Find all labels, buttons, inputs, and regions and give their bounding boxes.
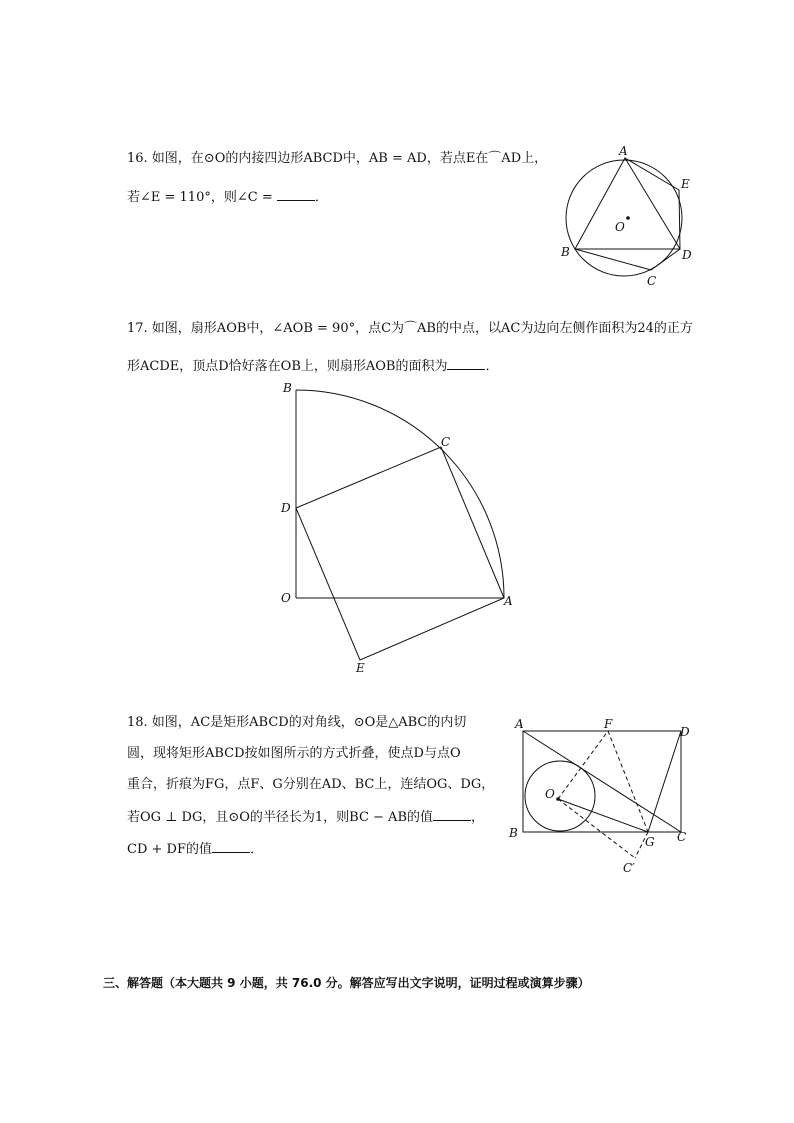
q18-diagonal-ac bbox=[523, 731, 681, 832]
q18-line-4-text: 若OG ⊥ DG，且⊙O的半径长为1，则BC − AB的值 bbox=[127, 810, 434, 825]
q17-figure bbox=[275, 378, 525, 678]
q18-line-4-end: ， bbox=[471, 810, 485, 825]
q18-line-2: 圆，现将矩形ABCD按如图所示的方式折叠，使点D与点O bbox=[127, 746, 461, 761]
q18-fold-fg bbox=[608, 731, 648, 832]
q18-label-b: B bbox=[509, 826, 518, 840]
q17-line-2-end: ． bbox=[485, 359, 499, 374]
q18-label-g: G bbox=[645, 835, 655, 849]
q16-circle bbox=[566, 160, 682, 276]
q18-label-f: F bbox=[604, 717, 613, 731]
q18-line-og bbox=[558, 799, 648, 832]
q17-line-2-text: 形ACDE，顶点D恰好落在OB上，则扇形AOB的面积为 bbox=[127, 359, 448, 374]
q18-line-3: 重合，折痕为FG，点F、G分别在AD、BC上，连结OG、DG， bbox=[127, 777, 495, 792]
q16-quad-ebc bbox=[575, 158, 680, 270]
q18-label-a: A bbox=[515, 717, 524, 731]
q18-line-5-end: ． bbox=[249, 842, 263, 857]
q16-triangle-abd bbox=[575, 158, 680, 249]
q17-line-2 bbox=[127, 357, 499, 376]
q16-label-d: D bbox=[682, 248, 692, 262]
q18-label-o: O bbox=[545, 787, 555, 801]
q17-label-o: O bbox=[281, 591, 291, 605]
q16-answer-blank bbox=[277, 188, 315, 201]
q17-label-e: E bbox=[356, 661, 365, 675]
q16-label-e: E bbox=[681, 177, 690, 191]
q17-square-acde bbox=[296, 447, 504, 660]
q17-label-c: C bbox=[441, 435, 451, 449]
q17-label-a: A bbox=[504, 594, 513, 608]
q18-line-5 bbox=[127, 840, 263, 859]
q16-figure bbox=[555, 142, 705, 292]
q18-answer-blank-1 bbox=[433, 808, 471, 821]
q18-center-dot bbox=[556, 797, 560, 801]
q18-figure bbox=[505, 712, 705, 882]
q16-label-o: O bbox=[615, 220, 625, 234]
q17-label-d: D bbox=[281, 501, 291, 515]
q17-answer-blank bbox=[447, 357, 485, 370]
q17-arc-ab bbox=[296, 390, 504, 598]
q16-line-1: 16. 如图，在⊙O的内接四边形ABCD中，AB = AD，若点E在⌒AD上， bbox=[127, 151, 548, 166]
q18-label-d: D bbox=[680, 725, 690, 739]
q16-line-2-text: 若∠E = 110°，则∠C = bbox=[127, 190, 277, 205]
q18-answer-blank-2 bbox=[212, 840, 250, 853]
q18-label-c: C bbox=[677, 830, 687, 844]
q16-label-b: B bbox=[561, 245, 570, 259]
q16-label-a: A bbox=[619, 144, 628, 158]
q18-fold-oc-prime bbox=[558, 799, 635, 858]
section-3-heading: 三、解答题（本大题共 9 小题，共 76.0 分。解答应写出文字说明，证明过程或演算步骤） bbox=[103, 976, 590, 990]
q17-label-b: B bbox=[283, 381, 292, 395]
q16-line-2-end: ． bbox=[314, 190, 328, 205]
q18-line-5-text: CD + DF的值 bbox=[127, 842, 212, 857]
q17-line-1: 17. 如图，扇形AOB中，∠AOB = 90°，点C为⌒AB的中点，以AC为边向左侧作面积为24的正方 bbox=[127, 321, 693, 336]
q16-line-2 bbox=[127, 188, 328, 207]
q18-label-c-prime: C′ bbox=[623, 861, 635, 875]
q18-line-1: 18. 如图，AC是矩形ABCD的对角线，⊙O是△ABC的内切 bbox=[127, 715, 467, 730]
q18-line-4 bbox=[127, 808, 484, 827]
q16-label-c: C bbox=[647, 274, 657, 288]
q16-center-dot bbox=[626, 216, 630, 220]
q18-fold-of bbox=[558, 731, 608, 799]
q18-line-dg bbox=[648, 731, 681, 832]
